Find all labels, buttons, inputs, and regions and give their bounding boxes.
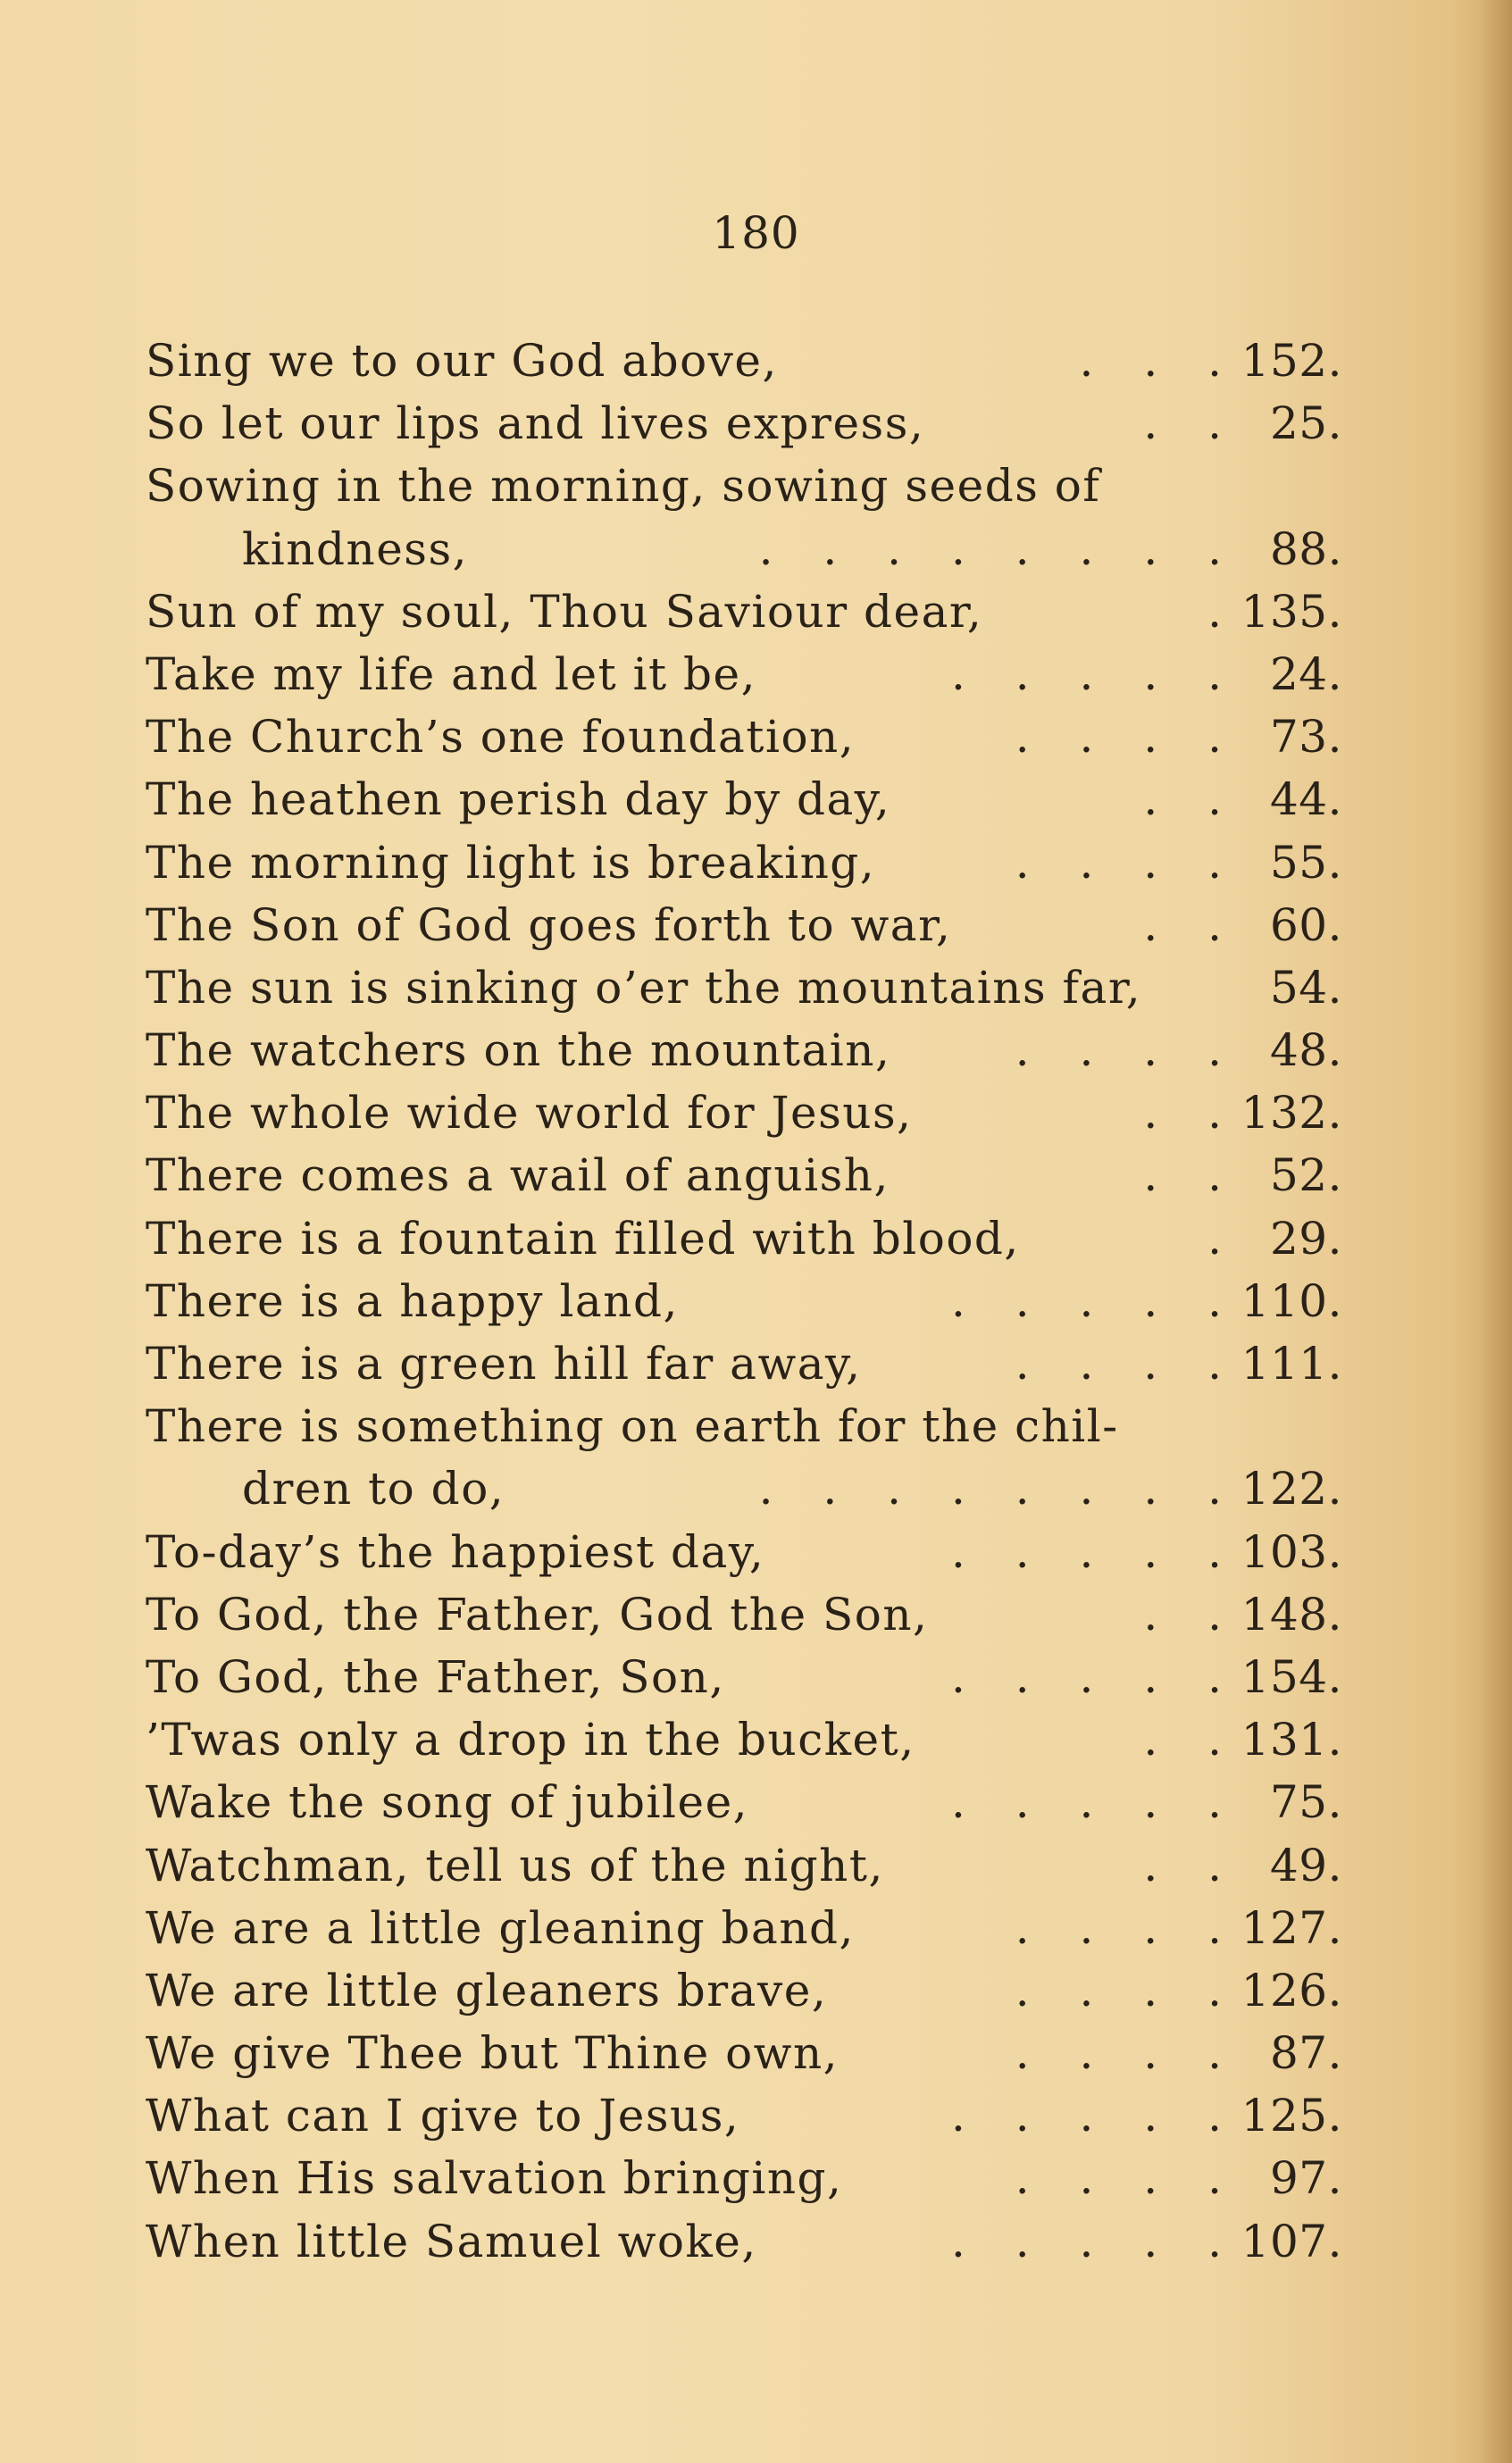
- index-entry: [146, 1081, 1342, 1144]
- index-entry: [146, 1332, 1342, 1395]
- dot-leaders: . .: [1143, 1588, 1222, 1641]
- hymn-title: The morning light is breaking,: [146, 836, 876, 889]
- hymn-number: 73.: [1269, 711, 1342, 764]
- hymn-number: 110.: [1241, 1274, 1342, 1327]
- dot-leaders: . .: [1143, 1839, 1222, 1891]
- hymn-number: 60.: [1269, 898, 1342, 951]
- dot-leaders: .: [1207, 1212, 1222, 1265]
- dot-leaders: . .: [1143, 1087, 1222, 1140]
- index-entry: [146, 1771, 1342, 1833]
- hymn-number: 107.: [1241, 2215, 1342, 2267]
- dot-leaders: .: [1207, 585, 1222, 638]
- hymn-number: 97.: [1269, 2152, 1342, 2205]
- index-entry: [146, 1959, 1342, 2022]
- page-edge-shadow: [1482, 0, 1512, 2463]
- hymn-index-list: [146, 330, 1342, 2273]
- index-entry: [146, 1019, 1342, 1081]
- dot-leaders: . . . .: [1015, 711, 1222, 764]
- hymn-title: Sun of my soul, Thou Saviour dear,: [146, 585, 983, 638]
- hymn-number: 29.: [1269, 1212, 1342, 1265]
- hymn-title: To God, the Father, God the Son,: [146, 1588, 929, 1641]
- hymn-title: There is a green hill far away,: [146, 1338, 862, 1390]
- hymn-number: 52.: [1269, 1149, 1342, 1202]
- hymn-title: We are little gleaners brave,: [146, 1964, 828, 2016]
- dot-leaders: . .: [1143, 1149, 1222, 1202]
- hymn-title: The watchers on the mountain,: [146, 1024, 891, 1077]
- index-entry: [146, 2022, 1342, 2084]
- hymn-number: 111.: [1241, 1338, 1342, 1390]
- hymn-title: The sun is sinking o’er the mountains far,: [146, 961, 1142, 1014]
- index-entry: [146, 1521, 1342, 1583]
- dot-leaders: . . . .: [1015, 2152, 1222, 2205]
- dot-leaders: . . . . .: [950, 2090, 1222, 2142]
- hymn-number: 148.: [1241, 1588, 1342, 1641]
- dot-leaders: . . . .: [1015, 1964, 1222, 2016]
- hymn-title: There is a happy land,: [146, 1274, 679, 1327]
- index-entry: [146, 1583, 1342, 1646]
- hymn-title: The Son of God goes forth to war,: [146, 898, 952, 951]
- dot-leaders: . . . . . . . .: [758, 1463, 1222, 1515]
- hymn-title: There is something on earth for the chil-: [146, 1400, 1119, 1453]
- hymn-number: 25.: [1269, 397, 1342, 450]
- dot-leaders: . . . . .: [950, 2215, 1222, 2267]
- hymn-title: So let our lips and lives express,: [146, 397, 925, 450]
- index-entry: [146, 643, 1342, 706]
- dot-leaders: . . . . .: [950, 1525, 1222, 1578]
- hymn-number: 152.: [1241, 335, 1342, 387]
- hymn-number: 88.: [1269, 522, 1342, 575]
- hymn-number: 154.: [1241, 1650, 1342, 1703]
- dot-leaders: . .: [1143, 397, 1222, 450]
- hymn-title: Sowing in the morning, sowing seeds of: [146, 460, 1101, 513]
- dot-leaders: . . . . .: [950, 1650, 1222, 1703]
- hymn-number: 127.: [1241, 1901, 1342, 1954]
- hymn-title: To-day’s the happiest day,: [146, 1525, 765, 1578]
- index-entry: [146, 1270, 1342, 1332]
- hymn-title: When little Samuel woke,: [146, 2215, 757, 2267]
- dot-leaders: . . . .: [1015, 836, 1222, 889]
- dot-leaders: . .: [1143, 773, 1222, 826]
- hymn-title: We give Thee but Thine own,: [146, 2027, 840, 2080]
- index-entry: [146, 706, 1342, 768]
- hymn-number: 135.: [1241, 585, 1342, 638]
- index-entry: [146, 894, 1342, 956]
- index-entry: [146, 2210, 1342, 2273]
- index-entry: [146, 455, 1342, 517]
- dot-leaders: . .: [1143, 898, 1222, 951]
- hymn-title: The heathen perish day by day,: [146, 773, 891, 826]
- dot-leaders: . . .: [1079, 335, 1222, 387]
- index-entry: [146, 1144, 1342, 1206]
- hymn-number: 49.: [1269, 1839, 1342, 1891]
- dot-leaders: . . . .: [1015, 1901, 1222, 1954]
- index-entry: [146, 392, 1342, 455]
- index-entry: [146, 1834, 1342, 1897]
- hymn-title: The whole wide world for Jesus,: [146, 1087, 913, 1140]
- index-entry: [146, 580, 1342, 643]
- index-entry-continuation: [146, 518, 1342, 580]
- hymn-title: To God, the Father, Son,: [146, 1650, 725, 1703]
- index-entry: [146, 1708, 1342, 1771]
- hymn-title: kindness,: [242, 522, 469, 575]
- hymn-number: 132.: [1241, 1087, 1342, 1140]
- dot-leaders: . . . . .: [950, 1274, 1222, 1327]
- dot-leaders: . . . .: [1015, 1024, 1222, 1077]
- dot-leaders: . . . .: [1015, 2027, 1222, 2080]
- index-entry: [146, 831, 1342, 894]
- hymn-title: dren to do,: [242, 1463, 505, 1515]
- hymn-number: 103.: [1241, 1525, 1342, 1578]
- index-entry: [146, 956, 1342, 1019]
- index-entry-continuation: [146, 1457, 1342, 1520]
- hymn-title: What can I give to Jesus,: [146, 2090, 740, 2142]
- hymn-title: The Church’s one foundation,: [146, 711, 856, 764]
- dot-leaders: . . . . .: [950, 1776, 1222, 1829]
- dot-leaders: . . . .: [1015, 1338, 1222, 1390]
- hymn-title: We are a little gleaning band,: [146, 1901, 855, 1954]
- dot-leaders: . .: [1143, 1714, 1222, 1766]
- page-number: 180: [712, 207, 800, 259]
- index-entry: [146, 1897, 1342, 1959]
- hymn-number: 131.: [1241, 1714, 1342, 1766]
- hymn-number: 125.: [1241, 2090, 1342, 2142]
- hymn-number: 122.: [1241, 1463, 1342, 1515]
- index-entry: [146, 1207, 1342, 1270]
- index-entry: [146, 768, 1342, 831]
- index-entry: [146, 2147, 1342, 2209]
- index-entry: [146, 2084, 1342, 2147]
- hymn-number: 55.: [1269, 836, 1342, 889]
- hymn-title: There is a fountain filled with blood,: [146, 1212, 1020, 1265]
- hymn-number: 54.: [1269, 961, 1342, 1014]
- hymn-number: 75.: [1269, 1776, 1342, 1829]
- hymn-number: 24.: [1269, 647, 1342, 700]
- hymn-title: There comes a wail of anguish,: [146, 1149, 890, 1202]
- index-entry: [146, 1395, 1342, 1457]
- hymn-number: 44.: [1269, 773, 1342, 826]
- dot-leaders: . . . . .: [950, 647, 1222, 700]
- hymn-title: Take my life and let it be,: [146, 647, 757, 700]
- hymn-title: ’Twas only a drop in the bucket,: [146, 1714, 915, 1766]
- index-entry: [146, 1646, 1342, 1708]
- index-entry: [146, 330, 1342, 392]
- hymn-title: Wake the song of jubilee,: [146, 1776, 749, 1829]
- hymn-number: 126.: [1241, 1964, 1342, 2016]
- hymn-title: When His salvation bringing,: [146, 2152, 843, 2205]
- hymn-number: 48.: [1269, 1024, 1342, 1077]
- hymn-title: Sing we to our God above,: [146, 335, 778, 387]
- hymn-number: 87.: [1269, 2027, 1342, 2080]
- hymn-title: Watchman, tell us of the night,: [146, 1839, 884, 1891]
- dot-leaders: . . . . . . . .: [758, 522, 1222, 575]
